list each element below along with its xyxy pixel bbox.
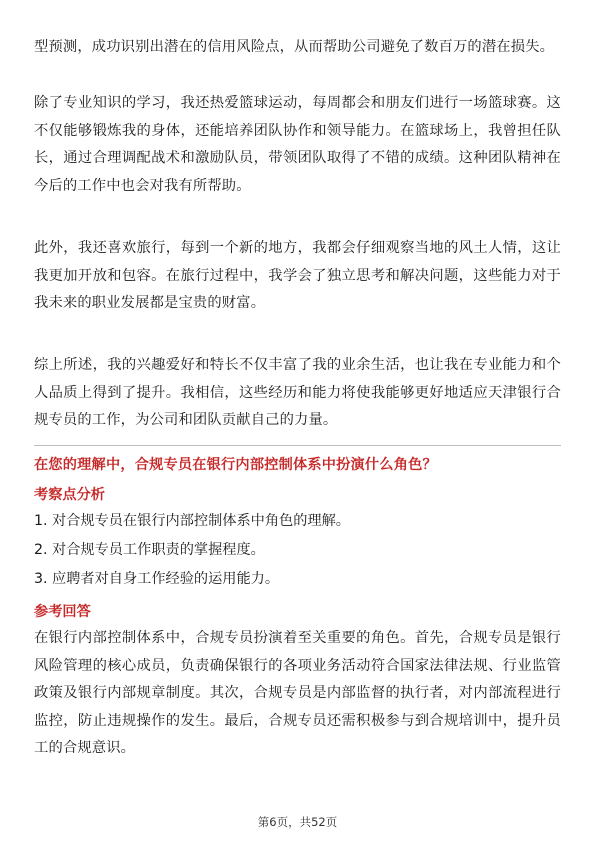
paragraph-travel: 此外，我还喜欢旅行，每到一个新的地方，我都会仔细观察当地的风土人情，这让我更加开放和包容。在旅行过程中，我学会了独立思考和解决问题，这些能力对于我未来的职业发展都是宝贵的财富。 <box>34 240 561 312</box>
paragraph-summary: 综上所述，我的兴趣爱好和特长不仅丰富了我的业余生活，也让我在专业能力和个人品质上得到了提升。我相信，这些经历和能力将使我能够更好地适应天津银行合规专员的工作，为公司和团队贡献自己的力量。 <box>34 357 561 429</box>
paragraph-sports: 除了专业知识的学习，我还热爱篮球运动，每周都会和朋友们进行一场篮球赛。这不仅能够锻炼我的身体，还能培养团队协作和领导能力。在篮球场上，我曾担任队长，通过合理调配战术和激励队员，带领团队取得了不错的成绩。这种团队精神在今后的工作中也会对我有所帮助。 <box>34 95 561 194</box>
paragraph-intro: 型预测，成功识别出潜在的信用风险点，从而帮助公司避免了数百万的潜在损失。 <box>34 39 555 55</box>
interview-question: 在您的理解中，合规专员在银行内部控制体系中扮演什么角色？ <box>34 457 437 473</box>
answer-heading: 参考回答 <box>34 604 91 620</box>
analysis-item: 3. 应聘者对自身工作经验的运用能力。 <box>34 571 280 587</box>
page-footer: 第6页，共52页 <box>257 815 338 829</box>
section-divider <box>34 445 561 446</box>
analysis-item: 2. 对合规专员工作职责的掌握程度。 <box>34 542 265 558</box>
analysis-heading: 考察点分析 <box>34 487 105 503</box>
analysis-item: 1. 对合规专员在银行内部控制体系中角色的理解。 <box>34 513 350 529</box>
answer-text: 在银行内部控制体系中，合规专员扮演着至关重要的角色。首先，合规专员是银行风险管理的核心成员，负责确保银行的各项业务活动符合国家法律法规、行业监管政策及银行内部规章制度。其次，合规专员是内部监督的执行者，对内部流程进行监控，防止违规操作的发生。最后，合规专员还需积极参与到合规培训中，提升员工的合规意识。 <box>34 630 561 757</box>
